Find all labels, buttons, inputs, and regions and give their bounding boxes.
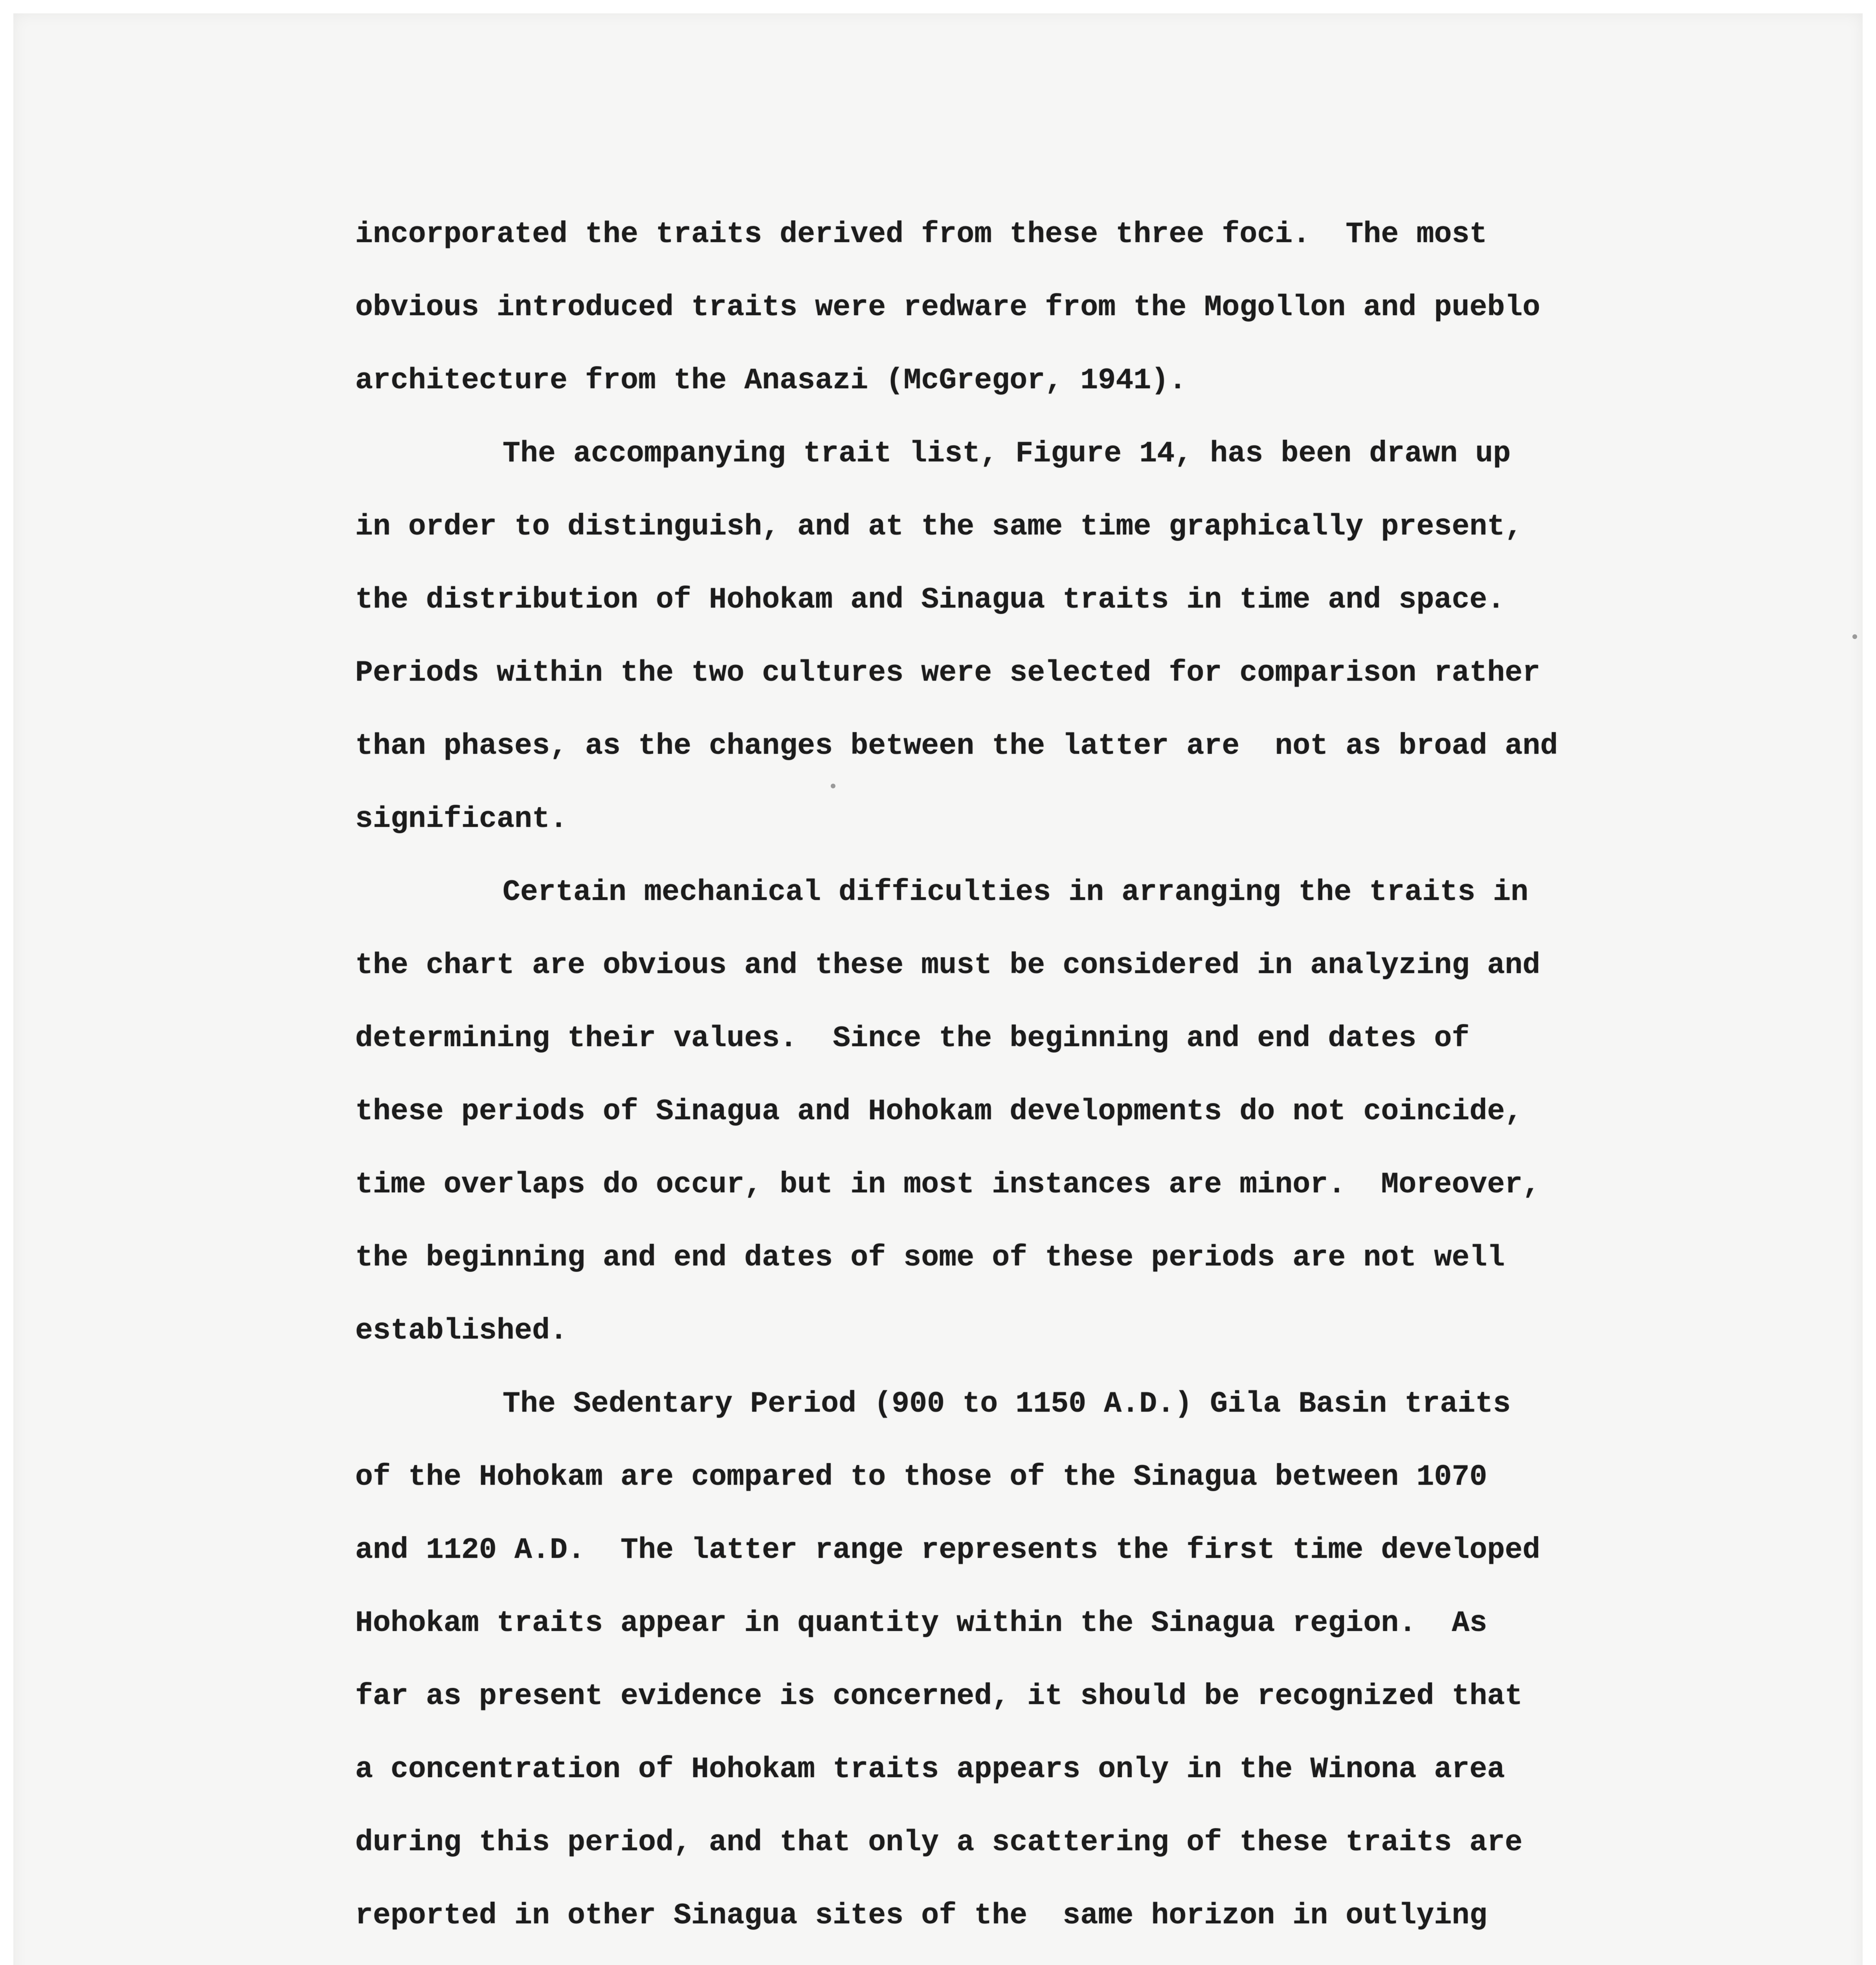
text-line: incorporated the traits derived from these three foci. The most bbox=[355, 218, 1487, 251]
text-line: reported in other Sinagua sites of the same horizon in outlying bbox=[355, 1899, 1487, 1932]
text-line: Periods within the two cultures were selected for comparison rather bbox=[355, 656, 1540, 690]
text-line: than phases, as the changes between the latter are not as broad and bbox=[355, 729, 1558, 763]
text-line: The Sedentary Period (900 to 1150 A.D.) Gila Basin traits bbox=[503, 1387, 1511, 1421]
text-line: determining their values. Since the beginning and end dates of bbox=[355, 1022, 1470, 1055]
text-line: the chart are obvious and these must be considered in analyzing and bbox=[355, 949, 1540, 982]
text-line: time overlaps do occur, but in most instances are minor. Moreover, bbox=[355, 1168, 1540, 1201]
paragraph-1 bbox=[355, 198, 1628, 417]
paragraph-4 bbox=[355, 1368, 1628, 1965]
text-line: far as present evidence is concerned, it should be recognized that bbox=[355, 1680, 1523, 1713]
text-line bbox=[355, 1952, 1628, 1965]
text-line: obvious introduced traits were redware from the Mogollon and pueblo bbox=[355, 291, 1540, 324]
text-line: of the Hohokam are compared to those of the Sinagua between 1070 bbox=[355, 1460, 1487, 1494]
paper-speck bbox=[1852, 634, 1857, 639]
body-text bbox=[355, 198, 1628, 1965]
text-line: these periods of Sinagua and Hohokam developments do not coincide, bbox=[355, 1095, 1523, 1128]
text-line: a concentration of Hohokam traits appears only in the Winona area bbox=[355, 1753, 1505, 1786]
paragraph-3 bbox=[355, 856, 1628, 1368]
text-line: Certain mechanical difficulties in arranging the traits in bbox=[503, 876, 1529, 909]
text-line: established. bbox=[355, 1314, 568, 1348]
text-line: the beginning and end dates of some of these periods are not well bbox=[355, 1241, 1505, 1274]
text-line: architecture from the Anasazi (McGregor, 1941). bbox=[355, 364, 1187, 397]
text-line: Hohokam traits appear in quantity within the Sinagua region. As bbox=[355, 1607, 1487, 1640]
text-line: the distribution of Hohokam and Sinagua traits in time and space. bbox=[355, 583, 1505, 617]
paper-speck bbox=[831, 784, 835, 788]
text-line: significant. bbox=[355, 803, 568, 836]
text-line: The accompanying trait list, Figure 14, has been drawn up bbox=[503, 437, 1511, 470]
paragraph-2 bbox=[355, 417, 1628, 856]
document-page bbox=[13, 13, 1863, 1965]
text-line: during this period, and that only a scattering of these traits are bbox=[355, 1826, 1523, 1859]
text-line: and 1120 A.D. The latter range represents the first time developed bbox=[355, 1533, 1540, 1567]
text-line: in order to distinguish, and at the same time graphically present, bbox=[355, 510, 1523, 544]
